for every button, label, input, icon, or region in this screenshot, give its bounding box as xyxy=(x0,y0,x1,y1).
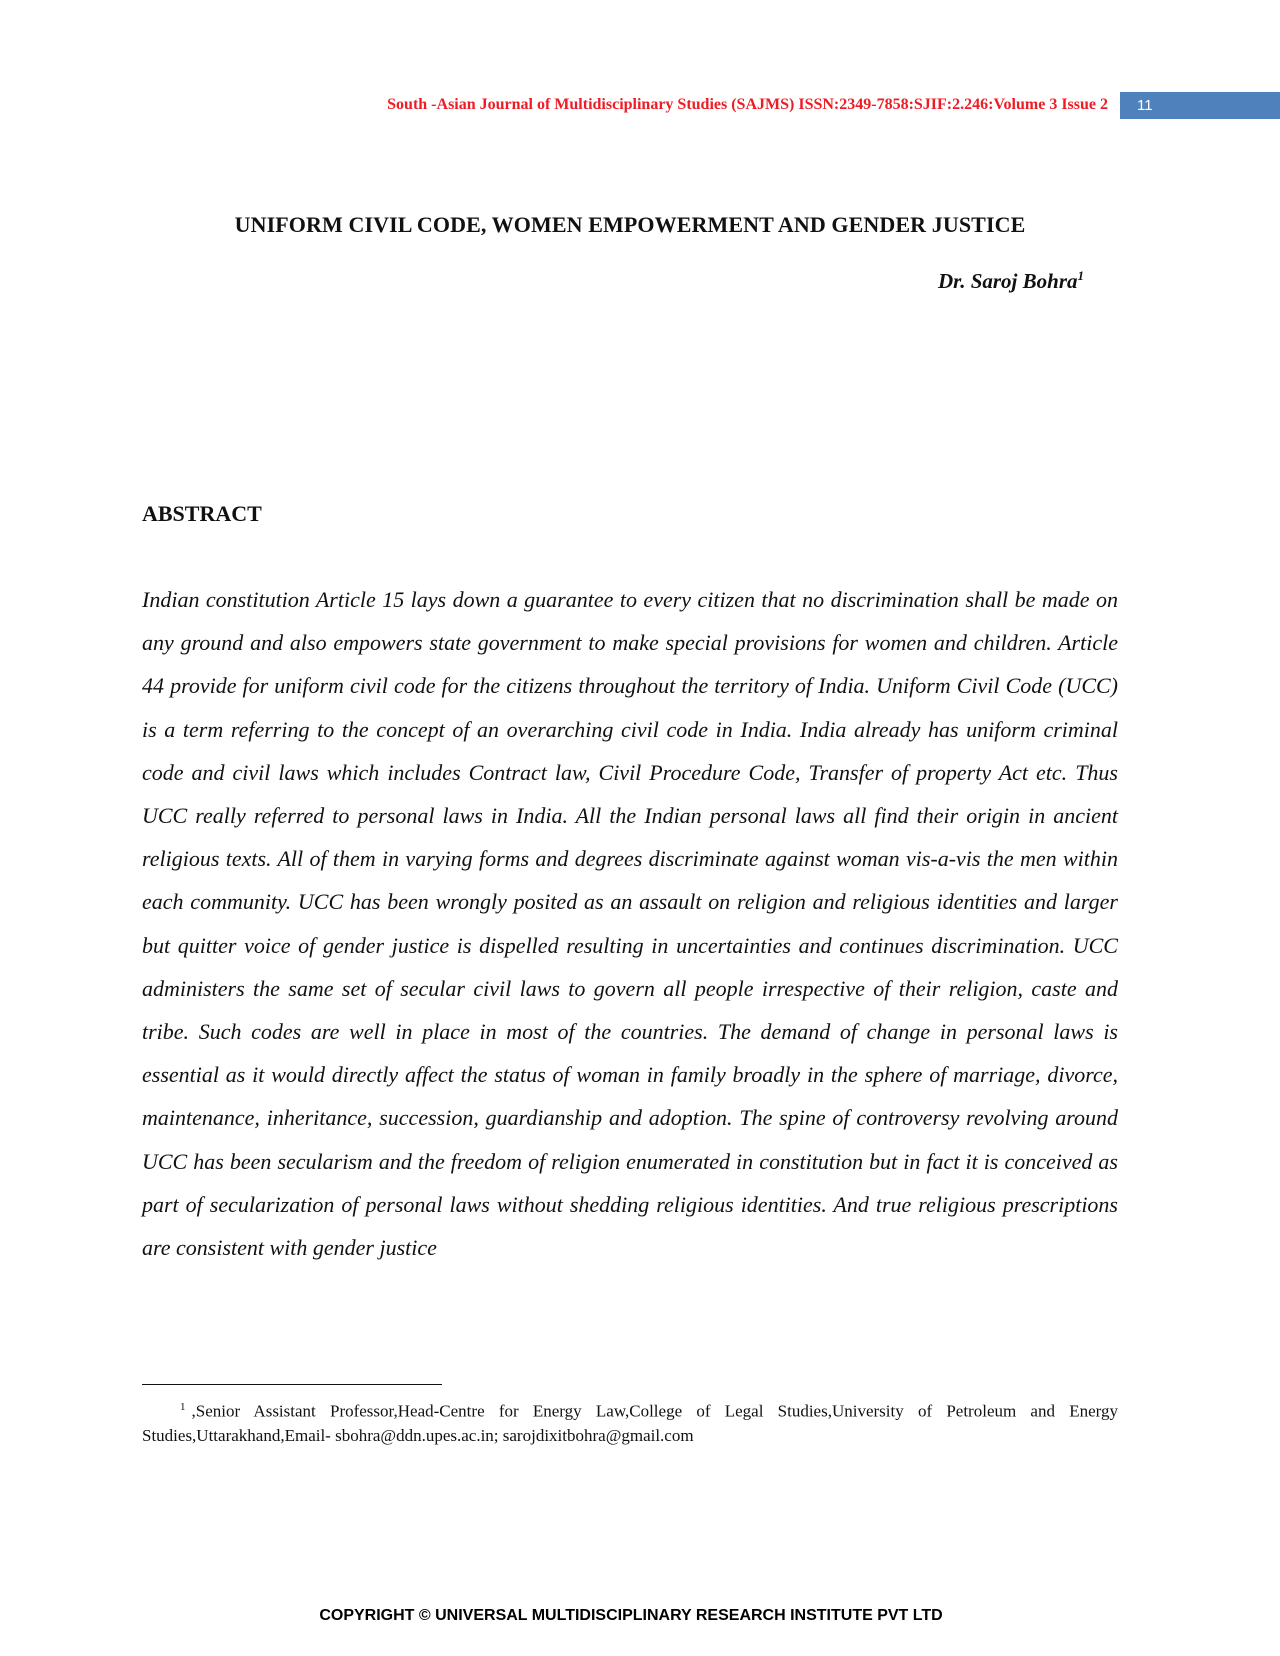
footnote xyxy=(142,1395,1118,1448)
copyright-footer: COPYRIGHT © UNIVERSAL MULTIDISCIPLINARY RESEARCH INSTITUTE PVT LTD xyxy=(319,1607,943,1624)
abstract-heading: ABSTRACT xyxy=(142,501,262,526)
paper-title: UNIFORM CIVIL CODE, WOMEN EMPOWERMENT AND GENDER JUSTICE xyxy=(234,212,1026,237)
author-footnote-marker: 1 xyxy=(1077,268,1084,283)
author-line xyxy=(938,268,1084,294)
footnote-marker: 1 xyxy=(180,1401,186,1413)
abstract-body: Indian constitution Article 15 lays down a guarantee to every citizen that no discrimination shall be made on any ground and also empowers state government to make special provisions for women and children. Article 44 provide for uniform civil code for the citizens throughout the territory of India. Uniform Civil Code (UCC) is a term referring to the concept of an overarching civil code in India. India already has uniform criminal code and civil laws which includes Contract law, Civil Procedure Code, Transfer of property Act etc. Thus UCC really referred to personal laws in India. All the Indian personal laws all find their origin in ancient religious texts. All of them in varying forms and degrees discriminate against woman vis-a-vis the men within each community. UCC has been wrongly posited as an assault on religion and religious identities and larger but quitter voice of gender justice is dispelled resulting in uncertainties and continues discrimination. UCC administers the same set of secular civil laws to govern all people irrespective of their religion, caste and tribe. Such codes are well in place in most of the countries. The demand of change in personal laws is essential as it would directly affect the status of woman in family broadly in the sphere of marriage, divorce, maintenance, inheritance, succession, guardianship and adoption. The spine of controversy revolving around UCC has been secularism and the freedom of religion enumerated in constitution but in fact it is conceived as part of secularization of personal laws without shedding religious identities. And true religious prescriptions are consistent with gender justice xyxy=(142,587,1118,1261)
journal-header: South -Asian Journal of Multidisciplinary Studies (SAJMS) ISSN:2349-7858:SJIF:2.246:Volume 3 Issue 2 xyxy=(387,96,1108,113)
page-number-tab: 11 xyxy=(1120,92,1280,119)
footnote-text: ,Senior Assistant Professor,Head-Centre for Energy Law,College of Legal Studies,University of Petroleum and Energy Studies,Uttarakhand,Email- sbohra@ddn.upes.ac.in; sarojdixitbohra@gmail.com xyxy=(142,1401,1118,1445)
author-name: Dr. Saroj Bohra xyxy=(938,269,1078,293)
footnote-divider xyxy=(142,1384,442,1385)
